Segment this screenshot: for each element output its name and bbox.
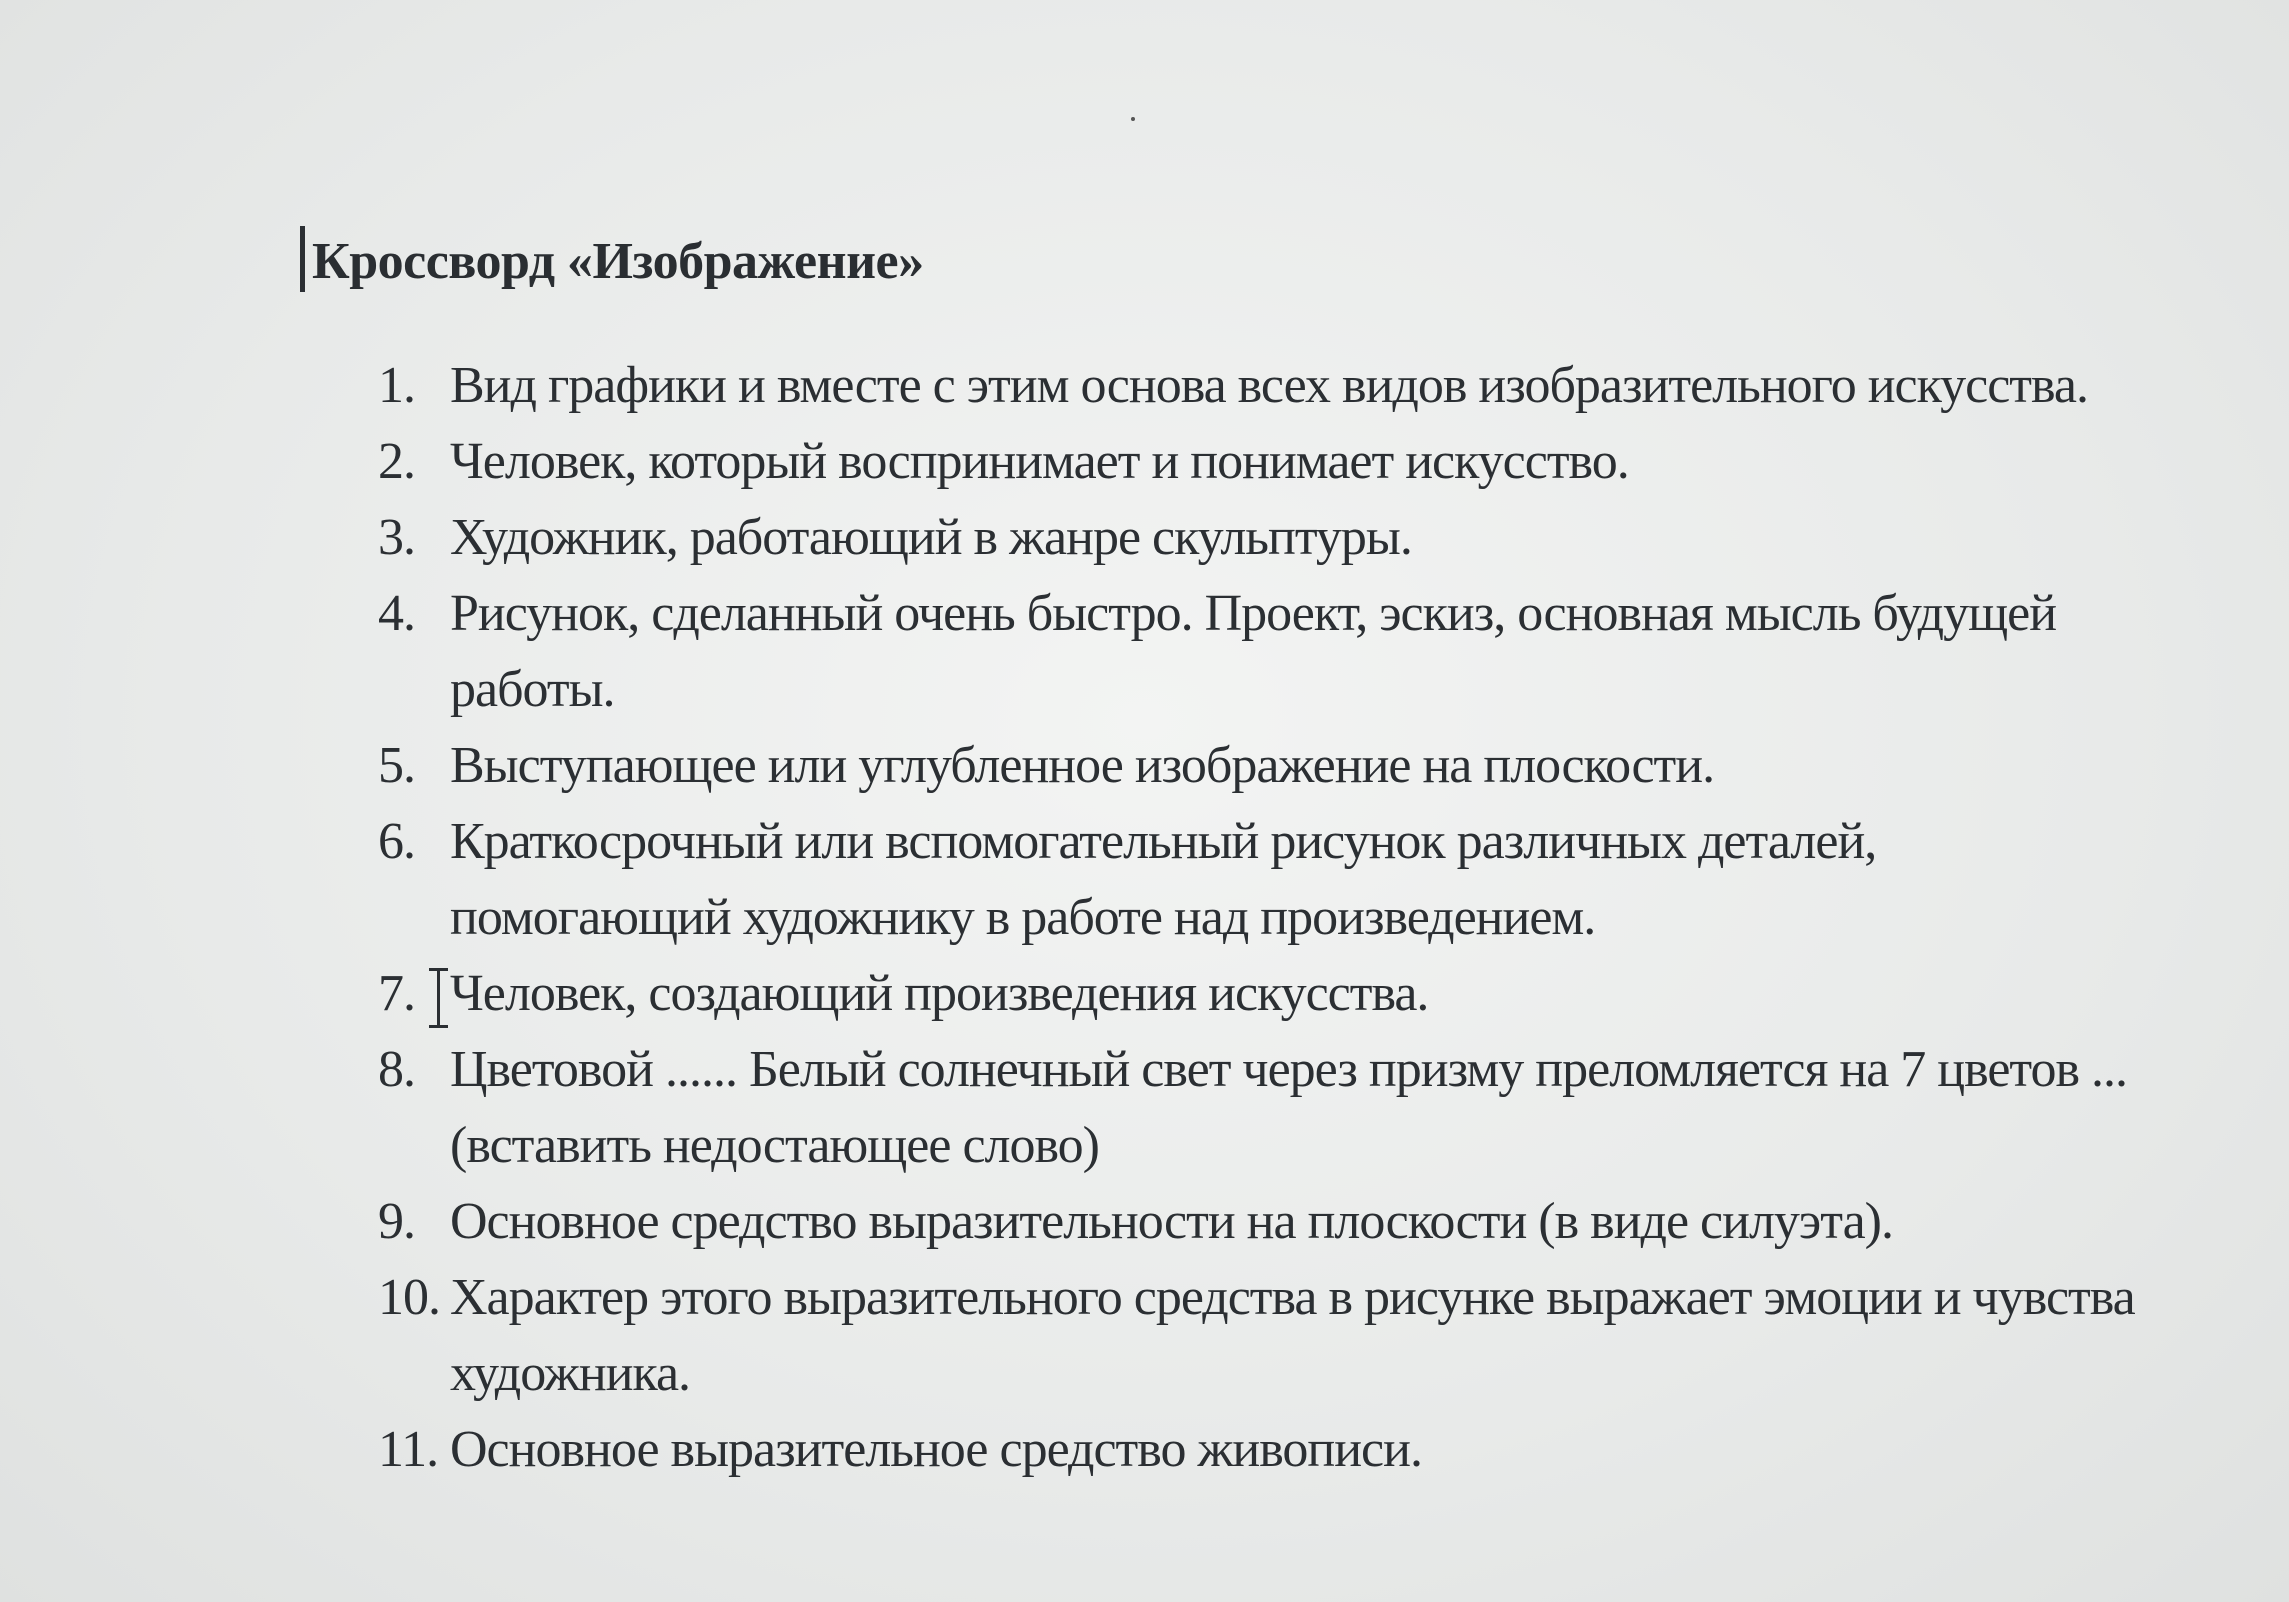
item-text: Рисунок, сделанный очень быстро. Проект, эскиз, основная мысль будущей работы. bbox=[450, 585, 2057, 718]
list-item[interactable] bbox=[378, 500, 2138, 576]
i-beam-cursor-icon bbox=[428, 968, 450, 1028]
item-text: Основное средство выразительности на плоскости (в виде силуэта). bbox=[450, 1193, 1893, 1250]
list-item[interactable] bbox=[378, 576, 2138, 728]
item-text: Человек, создающий произведения искусства. bbox=[450, 965, 1429, 1022]
i-beam-cap-bottom bbox=[429, 1025, 448, 1028]
question-list bbox=[378, 348, 2138, 1488]
list-item[interactable] bbox=[378, 956, 2138, 1032]
item-number: 4. bbox=[378, 585, 415, 642]
i-beam-stem bbox=[437, 970, 440, 1026]
item-number: 11. bbox=[378, 1421, 439, 1478]
screen-speck bbox=[1131, 117, 1135, 121]
item-number: 10. bbox=[378, 1269, 440, 1326]
item-number: 6. bbox=[378, 813, 415, 870]
text-caret bbox=[300, 226, 305, 292]
item-text: Цветовой ...... Белый солнечный свет через призму преломляется на 7 цветов ...(вставить недостающее слово) bbox=[450, 1041, 2128, 1174]
document-title: Кроссворд «Изображение» bbox=[312, 233, 924, 290]
item-text: Краткосрочный или вспомогательный рисунок различных деталей, помогающий художнику в работе над произведением. bbox=[450, 813, 1877, 946]
list-item[interactable] bbox=[378, 728, 2138, 804]
item-number: 5. bbox=[378, 737, 415, 794]
item-number: 9. bbox=[378, 1193, 415, 1250]
item-number: 8. bbox=[378, 1041, 415, 1098]
list-item[interactable] bbox=[378, 1260, 2138, 1412]
item-number: 3. bbox=[378, 509, 415, 566]
item-number: 2. bbox=[378, 433, 415, 490]
item-text: Основное выразительное средство живописи. bbox=[450, 1421, 1422, 1478]
item-text: Выступающее или углубленное изображение на плоскости. bbox=[450, 737, 1715, 794]
item-text: Вид графики и вместе с этим основа всех видов изобразительного искусства. bbox=[450, 357, 2088, 414]
item-text: Характер этого выразительного средства в рисунке выражает эмоции и чувства художника. bbox=[450, 1269, 2135, 1402]
item-text: Человек, который воспринимает и понимает искусство. bbox=[450, 433, 1629, 490]
list-item[interactable] bbox=[378, 1184, 2138, 1260]
list-item[interactable] bbox=[378, 804, 2138, 956]
item-text: Художник, работающий в жанре скульптуры. bbox=[450, 509, 1412, 566]
list-item[interactable] bbox=[378, 348, 2138, 424]
list-item[interactable] bbox=[378, 1032, 2138, 1184]
list-item[interactable] bbox=[378, 424, 2138, 500]
item-number: 1. bbox=[378, 357, 415, 414]
item-number: 7. bbox=[378, 965, 415, 1022]
list-item[interactable] bbox=[378, 1412, 2138, 1488]
